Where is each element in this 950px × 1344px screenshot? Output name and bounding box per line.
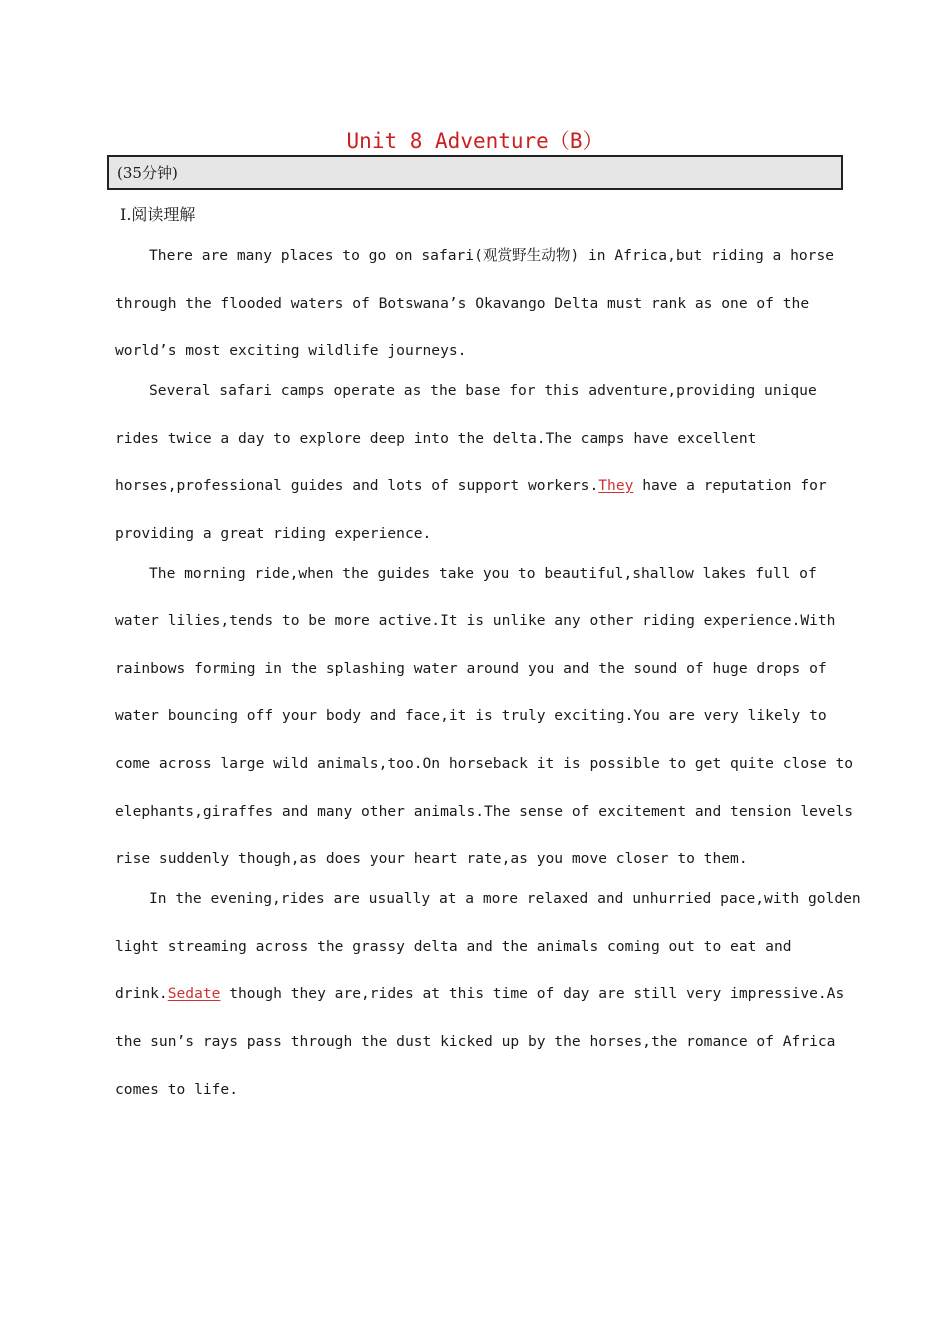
highlighted-word-sedate: Sedate [167, 985, 221, 1002]
paragraph-3-line-7: rise suddenly though,as does your heart rate,as you move closer to them. [115, 850, 748, 867]
paragraph-3-line-2: water lilies,tends to be more active.It is unlike any other riding experience.With [115, 612, 836, 629]
page-title: Unit 8 Adventure（B） [346, 129, 604, 153]
time-note-box [107, 155, 843, 190]
paragraph-3-line-1: The morning ride,when the guides take you to beautiful,shallow lakes full of [149, 565, 817, 582]
paragraph-4-line-4: the sun’s rays pass through the dust kicked up by the horses,the romance of Africa [115, 1033, 836, 1050]
paragraph-4-line-3: drink.Sedate though they are,rides at this time of day are still very impressive.As [115, 985, 845, 1002]
paragraph-3-line-4: water bouncing off your body and face,it is truly exciting.You are very likely to [115, 707, 827, 724]
highlighted-word-they: They [598, 477, 634, 494]
paragraph-4-line-1: In the evening,rides are usually at a more relaxed and unhurried pace,with golden [149, 890, 861, 907]
paragraph-2-line-2: rides twice a day to explore deep into the delta.The camps have excellent [115, 430, 757, 447]
paragraph-1-line-2: through the flooded waters of Botswana’s Okavango Delta must rank as one of the [115, 295, 810, 312]
time-note: (35分钟) [117, 164, 178, 182]
paragraph-3-line-3: rainbows forming in the splashing water around you and the sound of huge drops of [115, 660, 827, 677]
section-heading: Ⅰ.阅读理解 [120, 205, 196, 224]
paragraph-1-line-1: There are many places to go on safari(观赏野生动物) in Africa,but riding a horse [149, 247, 835, 264]
paragraph-2-line-3: horses,professional guides and lots of support workers.They have a reputation for [115, 477, 827, 494]
paragraph-4-line-2: light streaming across the grassy delta and the animals coming out to eat and [115, 938, 792, 955]
paragraph-3-line-5: come across large wild animals,too.On horseback it is possible to get quite close to [115, 755, 854, 772]
paragraph-3-line-6: elephants,giraffes and many other animals.The sense of excitement and tension levels [115, 803, 854, 820]
paragraph-2-line-4: providing a great riding experience. [115, 525, 432, 542]
paragraph-1-line-3: world’s most exciting wildlife journeys. [115, 342, 467, 359]
paragraph-2-line-1: Several safari camps operate as the base for this adventure,providing unique [149, 382, 817, 399]
paragraph-4-line-5: comes to life. [115, 1081, 239, 1098]
